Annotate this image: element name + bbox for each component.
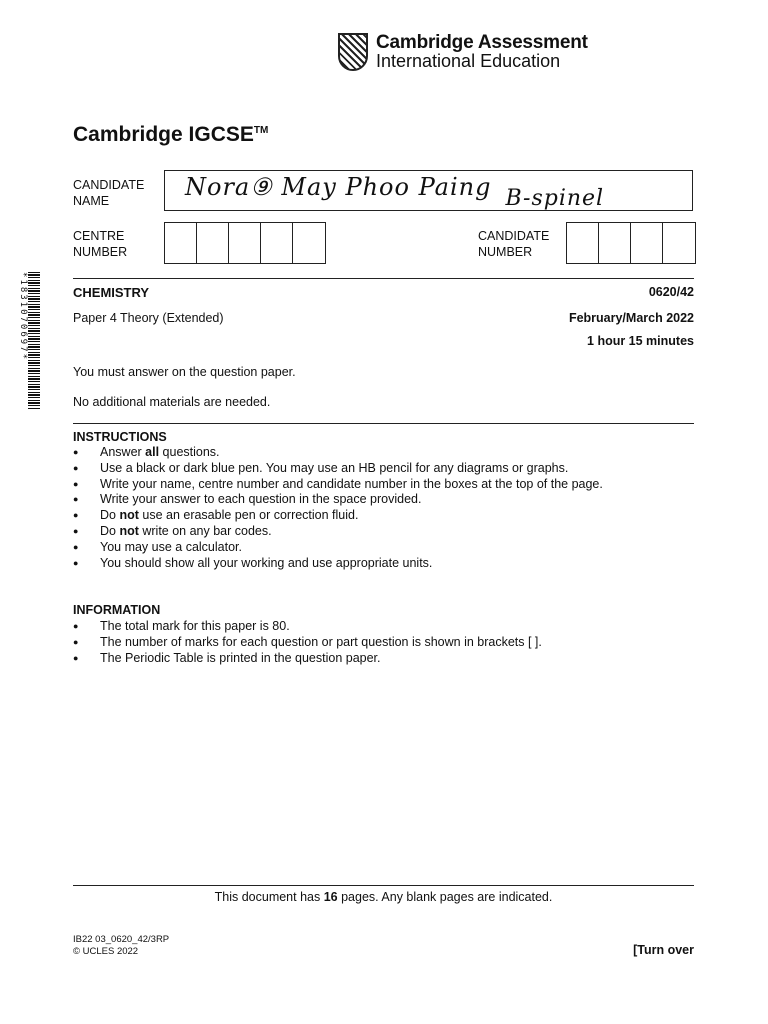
trademark: TM [253, 125, 269, 136]
list-item: ● The total mark for this paper is 80. [73, 619, 693, 635]
list-item: ● Write your name, centre number and candidate number in the boxes at the top of the page. [73, 477, 693, 493]
centre-digit-box[interactable] [293, 223, 325, 263]
barcode-number: *1831070697* [18, 272, 28, 362]
paper-title: Paper 4 Theory (Extended) [73, 311, 224, 325]
candidate-name-label: CANDIDATE NAME [73, 178, 145, 208]
org-name-line1: Cambridge Assessment [376, 32, 588, 53]
list-item: ● Answer all questions. [73, 445, 693, 461]
divider-top [73, 278, 694, 279]
list-item: ● You should show all your working and use appropriate units. [73, 556, 693, 572]
information-list [73, 619, 693, 666]
page-count-note: This document has 16 pages. Any blank pages are indicated. [214, 890, 553, 904]
exam-session: February/March 2022 [568, 311, 694, 325]
centre-digit-box[interactable] [197, 223, 229, 263]
centre-digit-box[interactable] [261, 223, 293, 263]
candidate-number-label: CANDIDATE NUMBER [478, 229, 550, 259]
exam-duration: 1 hour 15 minutes [587, 334, 694, 348]
instructions-list [73, 445, 693, 571]
cambridge-logo [338, 32, 588, 72]
information-heading: INFORMATION [73, 603, 161, 617]
centre-number-label: CENTRE NUMBER [73, 229, 128, 259]
list-item: ● Do not write on any bar codes. [73, 524, 693, 540]
candidate-name-box[interactable] [164, 170, 693, 211]
list-item: ● Use a black or dark blue pen. You may use an HB pencil for any diagrams or graphs. [73, 461, 693, 477]
crest-icon [338, 33, 368, 71]
document-reference: IB22 03_0620_42/3RP © UCLES 2022 [73, 934, 170, 957]
list-item: ● The number of marks for each question or part question is shown in brackets [ ]. [73, 635, 693, 651]
candidate-digit-box[interactable] [663, 223, 695, 263]
subject-title: CHEMISTRY [73, 285, 150, 300]
org-name-line2: International Education [376, 51, 561, 71]
list-item: ● Write your answer to each question in the space provided. [73, 492, 693, 508]
divider-middle [73, 423, 694, 424]
candidate-digit-box[interactable] [599, 223, 631, 263]
centre-digit-box[interactable] [229, 223, 261, 263]
paper-code: 0620/42 [648, 285, 694, 299]
barcode [18, 272, 40, 410]
list-item: ● Do not use an erasable pen or correction fluid. [73, 508, 693, 524]
list-item: ● The Periodic Table is printed in the question paper. [73, 651, 693, 667]
divider-bottom [73, 885, 694, 886]
candidate-digit-box[interactable] [631, 223, 663, 263]
candidate-name-handwriting: Nora⑨ May Phoo Paing B-spinel [185, 173, 605, 211]
instructions-heading: INSTRUCTIONS [73, 430, 167, 444]
list-item: ● You may use a calculator. [73, 540, 693, 556]
candidate-digit-box[interactable] [567, 223, 599, 263]
turn-over-label: [Turn over [633, 943, 694, 957]
qualification-title: Cambridge IGCSE™ [73, 123, 269, 146]
centre-digit-box[interactable] [165, 223, 197, 263]
materials-note: No additional materials are needed. [73, 395, 271, 409]
candidate-number-boxes[interactable] [566, 222, 696, 264]
answer-note: You must answer on the question paper. [73, 365, 296, 379]
centre-number-boxes[interactable] [164, 222, 326, 264]
barcode-bars [28, 272, 40, 410]
